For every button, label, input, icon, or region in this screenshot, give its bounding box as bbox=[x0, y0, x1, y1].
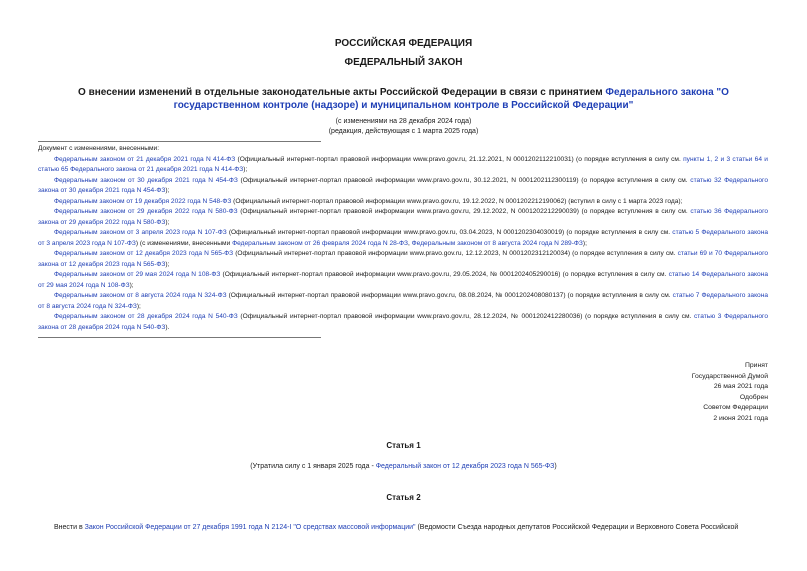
divider-top bbox=[38, 141, 321, 142]
amendment-text: ). bbox=[165, 323, 170, 331]
amendment-text: ) (с изменениями, внесенными bbox=[135, 239, 233, 247]
amendment-text: (Официальный интернет-портал правовой информации www.pravo.gov.ru, 19.12.2022, N 0001202212190062) (вступил в силу с 1 марта 2023 года); bbox=[231, 197, 683, 205]
amendment-text: (Официальный интернет-портал правовой информации www.pravo.gov.ru, 12.12.2023, N 0001202312120034) (о порядке вступления в силу см. bbox=[233, 250, 678, 257]
approval-council: Советом Федерации bbox=[703, 404, 768, 411]
amendment-law-link[interactable]: Федеральным законом от 29 декабря 2022 года N 580-ФЗ bbox=[54, 208, 238, 215]
amendment-law-link[interactable]: Федеральным законом от 12 декабря 2023 года N 565-ФЗ bbox=[54, 250, 234, 257]
approval-block bbox=[568, 361, 768, 424]
amendment-text: (Официальный интернет-портал правовой информации www.pravo.gov.ru, 30.12.2021, N 0001202112300119) (о порядке вступления в силу см. bbox=[237, 176, 691, 184]
article-2-text bbox=[38, 523, 773, 533]
approval-adopted: Принят bbox=[744, 362, 768, 369]
approval-duma: Государственной Думой bbox=[691, 372, 768, 380]
amendment-text: (Официальный интернет-портал правовой информации www.pravo.gov.ru, 21.12.2021, N 0001202112210031) (о порядке вступления в силу см. bbox=[235, 155, 684, 163]
law-type-heading: ФЕДЕРАЛЬНЫЙ ЗАКОН bbox=[344, 57, 463, 68]
country-heading: РОССИЙСКАЯ ФЕДЕРАЦИЯ bbox=[334, 38, 473, 49]
amendment-text: (Официальный интернет-портал правовой информации www.pravo.gov.ru, 29.05.2024, № 0001202405290016) (о порядке вступления в силу см. bbox=[220, 271, 669, 278]
law-title-text: О внесении изменений в отдельные законодательные акты Российской Федерации в связи с принятием bbox=[78, 87, 603, 98]
amendment-law-link[interactable]: Федеральным законом от 19 декабря 2022 года N 548-ФЗ bbox=[54, 197, 232, 205]
approval-council-date: 2 июня 2021 года bbox=[713, 414, 768, 422]
article-1-link[interactable]: Федеральный закон от 12 декабря 2023 года N 565-ФЗ bbox=[375, 463, 555, 470]
amendment-text: (Официальный интернет-портал правовой информации www.pravo.gov.ru, 03.04.2023, N 0001202304030019) (о порядке вступления в силу см. bbox=[226, 229, 673, 236]
article-1-text bbox=[0, 462, 807, 472]
amendments-intro: Документ с изменениями, внесенными: bbox=[38, 145, 160, 152]
amendment-item bbox=[38, 176, 768, 197]
amendment-item bbox=[38, 155, 768, 176]
approval-duma-date: 26 мая 2021 года bbox=[713, 383, 768, 390]
amendments-list bbox=[38, 144, 768, 333]
amendment-text: ); bbox=[243, 166, 248, 173]
amendment-text: ); bbox=[165, 187, 170, 194]
law-title bbox=[0, 86, 807, 112]
amendment-text: (Официальный интернет-портал правовой информации www.pravo.gov.ru, 28.12.2024, № 0001202412280036) (о порядке вступления в силу см. bbox=[237, 313, 694, 320]
amendment-item bbox=[38, 228, 768, 249]
approval-approved: Одобрен bbox=[739, 393, 768, 401]
amendment-law-link[interactable]: Федеральным законом от 3 апреля 2023 года N 107-ФЗ bbox=[54, 229, 227, 236]
amendment-text: ); bbox=[129, 281, 134, 289]
edition-note: (с изменениями на 28 декабря 2024 года) bbox=[335, 118, 472, 125]
article-2-link[interactable]: Закон Российской Федерации от 27 декабря 1991 года N 2124-I "О средствах массовой информации" bbox=[84, 524, 416, 531]
amendment-item bbox=[38, 197, 768, 208]
article-1-prefix: (Утратила силу с 1 января 2025 года - bbox=[250, 463, 376, 470]
amendment-text: ); bbox=[582, 239, 587, 247]
amendment-law-link[interactable]: статью 5 Федерального закона от 3 апреля 2023 года N 107-ФЗ bbox=[38, 229, 769, 247]
divider-bottom bbox=[38, 337, 321, 338]
amendment-item bbox=[38, 291, 768, 312]
article-1-heading: Статья 1 bbox=[386, 441, 421, 450]
amendment-text: ); bbox=[165, 218, 170, 226]
amendment-law-link[interactable]: Федеральным законом от 26 февраля 2024 года N 28-ФЗ bbox=[232, 239, 408, 247]
amendment-law-link[interactable]: статью 32 Федерального закона от 30 декабря 2021 года N 454-ФЗ bbox=[38, 176, 768, 194]
amendment-item bbox=[38, 270, 768, 291]
amendment-law-link[interactable]: Федеральным законом от 8 августа 2024 года N 289-ФЗ bbox=[411, 239, 583, 247]
amendment-law-link[interactable]: Федеральным законом от 28 декабря 2024 года N 540-ФЗ bbox=[54, 313, 238, 320]
law-title-link[interactable]: Федерального закона "О государственном контроле (надзоре) и муниципальном контроле в Российской Федерации" bbox=[173, 87, 729, 111]
amendment-text: , bbox=[407, 239, 412, 247]
amendment-law-link[interactable]: Федеральным законом от 30 декабря 2021 года N 454-ФЗ bbox=[54, 176, 238, 184]
amendment-law-link[interactable]: пункты 1, 2 и 3 статьи 64 и статью 65 Федерального закона от 21 декабря 2021 года N 414-ФЗ bbox=[38, 155, 768, 173]
amendment-text: ); bbox=[165, 260, 170, 268]
amendment-law-link[interactable]: статью 7 Федерального закона от 8 августа 2024 года N 324-ФЗ bbox=[38, 292, 768, 310]
amendment-law-link[interactable]: Федеральным законом от 21 декабря 2021 года N 414-ФЗ bbox=[54, 155, 236, 163]
article-2-suffix: (Ведомости Съезда народных депутатов Российской Федерации и Верховного Совета Российской bbox=[415, 524, 739, 531]
amendment-item bbox=[38, 207, 768, 228]
amendment-law-link[interactable]: статью 14 Федерального закона от 29 мая 2024 года N 108-ФЗ bbox=[38, 271, 768, 289]
amendment-text: (Официальный интернет-портал правовой информации www.pravo.gov.ru, 08.08.2024, № 0001202408080137) (о порядке вступления в силу см. bbox=[226, 292, 673, 299]
amendment-law-link[interactable]: Федеральным законом от 29 мая 2024 года N 108-ФЗ bbox=[54, 271, 221, 278]
amendment-text: ); bbox=[136, 302, 141, 310]
amendment-law-link[interactable]: Федеральным законом от 8 августа 2024 года N 324-ФЗ bbox=[54, 292, 227, 299]
amendment-law-link[interactable]: статью 3 Федерального закона от 28 декабря 2024 года N 540-ФЗ bbox=[38, 313, 768, 331]
amendment-item bbox=[38, 249, 768, 270]
amendment-text: (Официальный интернет-портал правовой информации www.pravo.gov.ru, 29.12.2022, N 0001202212290039) (о порядке вступления в силу см. bbox=[237, 208, 691, 215]
amendment-law-link[interactable]: статьи 69 и 70 Федерального закона от 12 декабря 2023 года N 565-ФЗ bbox=[38, 250, 768, 268]
amendment-law-link[interactable]: статью 36 Федерального закона от 29 декабря 2022 года N 580-ФЗ bbox=[38, 208, 769, 226]
amendment-item bbox=[38, 312, 768, 333]
article-1-suffix: ) bbox=[554, 463, 557, 470]
article-2-heading: Статья 2 bbox=[386, 493, 421, 502]
article-2-prefix: Внести в bbox=[54, 524, 85, 531]
edition-current: (редакция, действующая с 1 марта 2025 года) bbox=[328, 128, 479, 135]
